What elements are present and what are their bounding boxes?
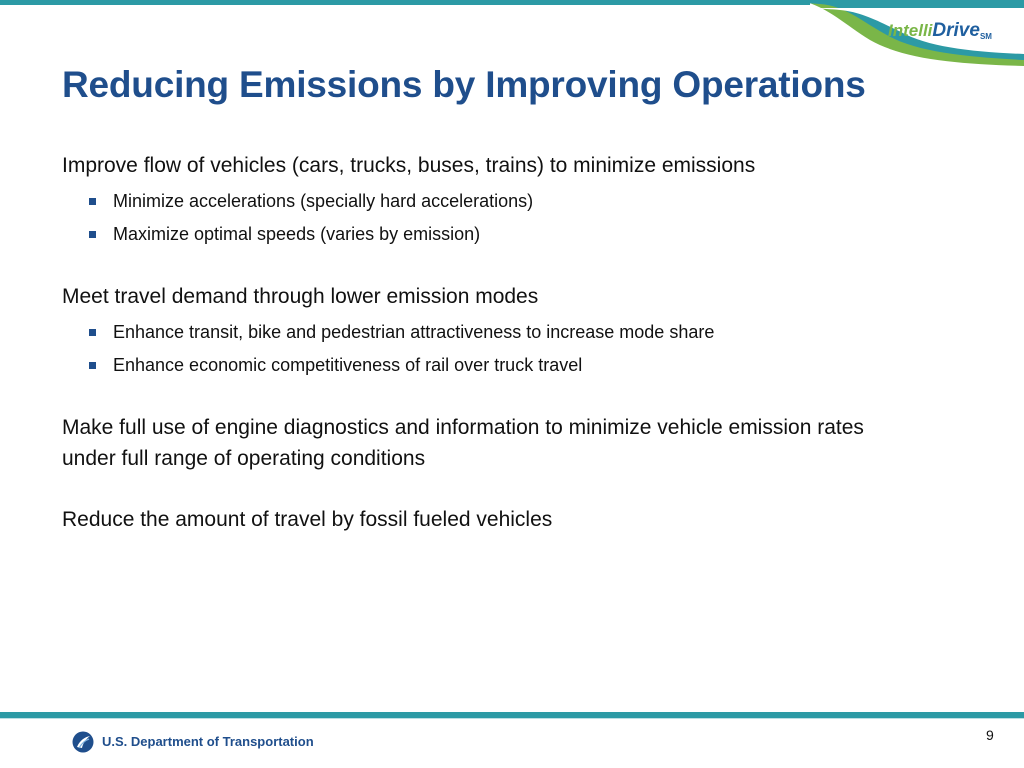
square-bullet-icon [89,362,96,369]
bullet-group-3 [62,412,962,474]
square-bullet-icon [89,329,96,336]
sub-bullet-text: Enhance economic competitiveness of rail over truck travel [113,355,583,375]
footer-org-name: U.S. Department of Transportation [102,734,314,749]
square-bullet-icon [89,231,96,238]
footer-divider-shadow [0,718,1024,719]
bullet-level1: Reduce the amount of travel by fossil fueled vehicles [62,508,553,531]
sub-bullet-text: Minimize accelerations (specially hard accelerations) [113,191,534,211]
sub-bullet [62,349,962,382]
bullet-level1: Meet travel demand through lower emission modes [62,285,539,308]
sub-bullet-list [62,316,962,382]
sub-bullet [62,218,962,251]
bullet-group-1 [62,150,962,251]
sub-bullet [62,185,962,218]
square-bullet-icon [89,198,96,205]
usdot-emblem-icon [72,731,94,753]
logo-trademark: SM [979,32,992,41]
bullet-group-2 [62,281,962,382]
bullet-level1: Make full use of engine diagnostics and information to minimize vehicle emission rates under full range of operating conditions [62,416,864,470]
slide-title: Reducing Emissions by Improving Operations [62,64,866,105]
sub-bullet-text: Enhance transit, bike and pedestrian attractiveness to increase mode share [113,322,715,342]
logo-part-intelli: Intelli [888,21,933,40]
intellidrive-logo [888,18,992,44]
sub-bullet [62,316,962,349]
sub-bullet-list [62,185,962,251]
logo-part-drive: Drive [932,20,980,41]
bullet-group-4 [62,504,962,535]
bullet-level1: Improve flow of vehicles (cars, trucks, buses, trains) to minimize emissions [62,154,756,177]
page-number: 9 [986,727,994,743]
slide-content [62,150,962,565]
sub-bullet-text: Maximize optimal speeds (varies by emission) [113,224,481,244]
header-band-graphic [0,0,1024,70]
